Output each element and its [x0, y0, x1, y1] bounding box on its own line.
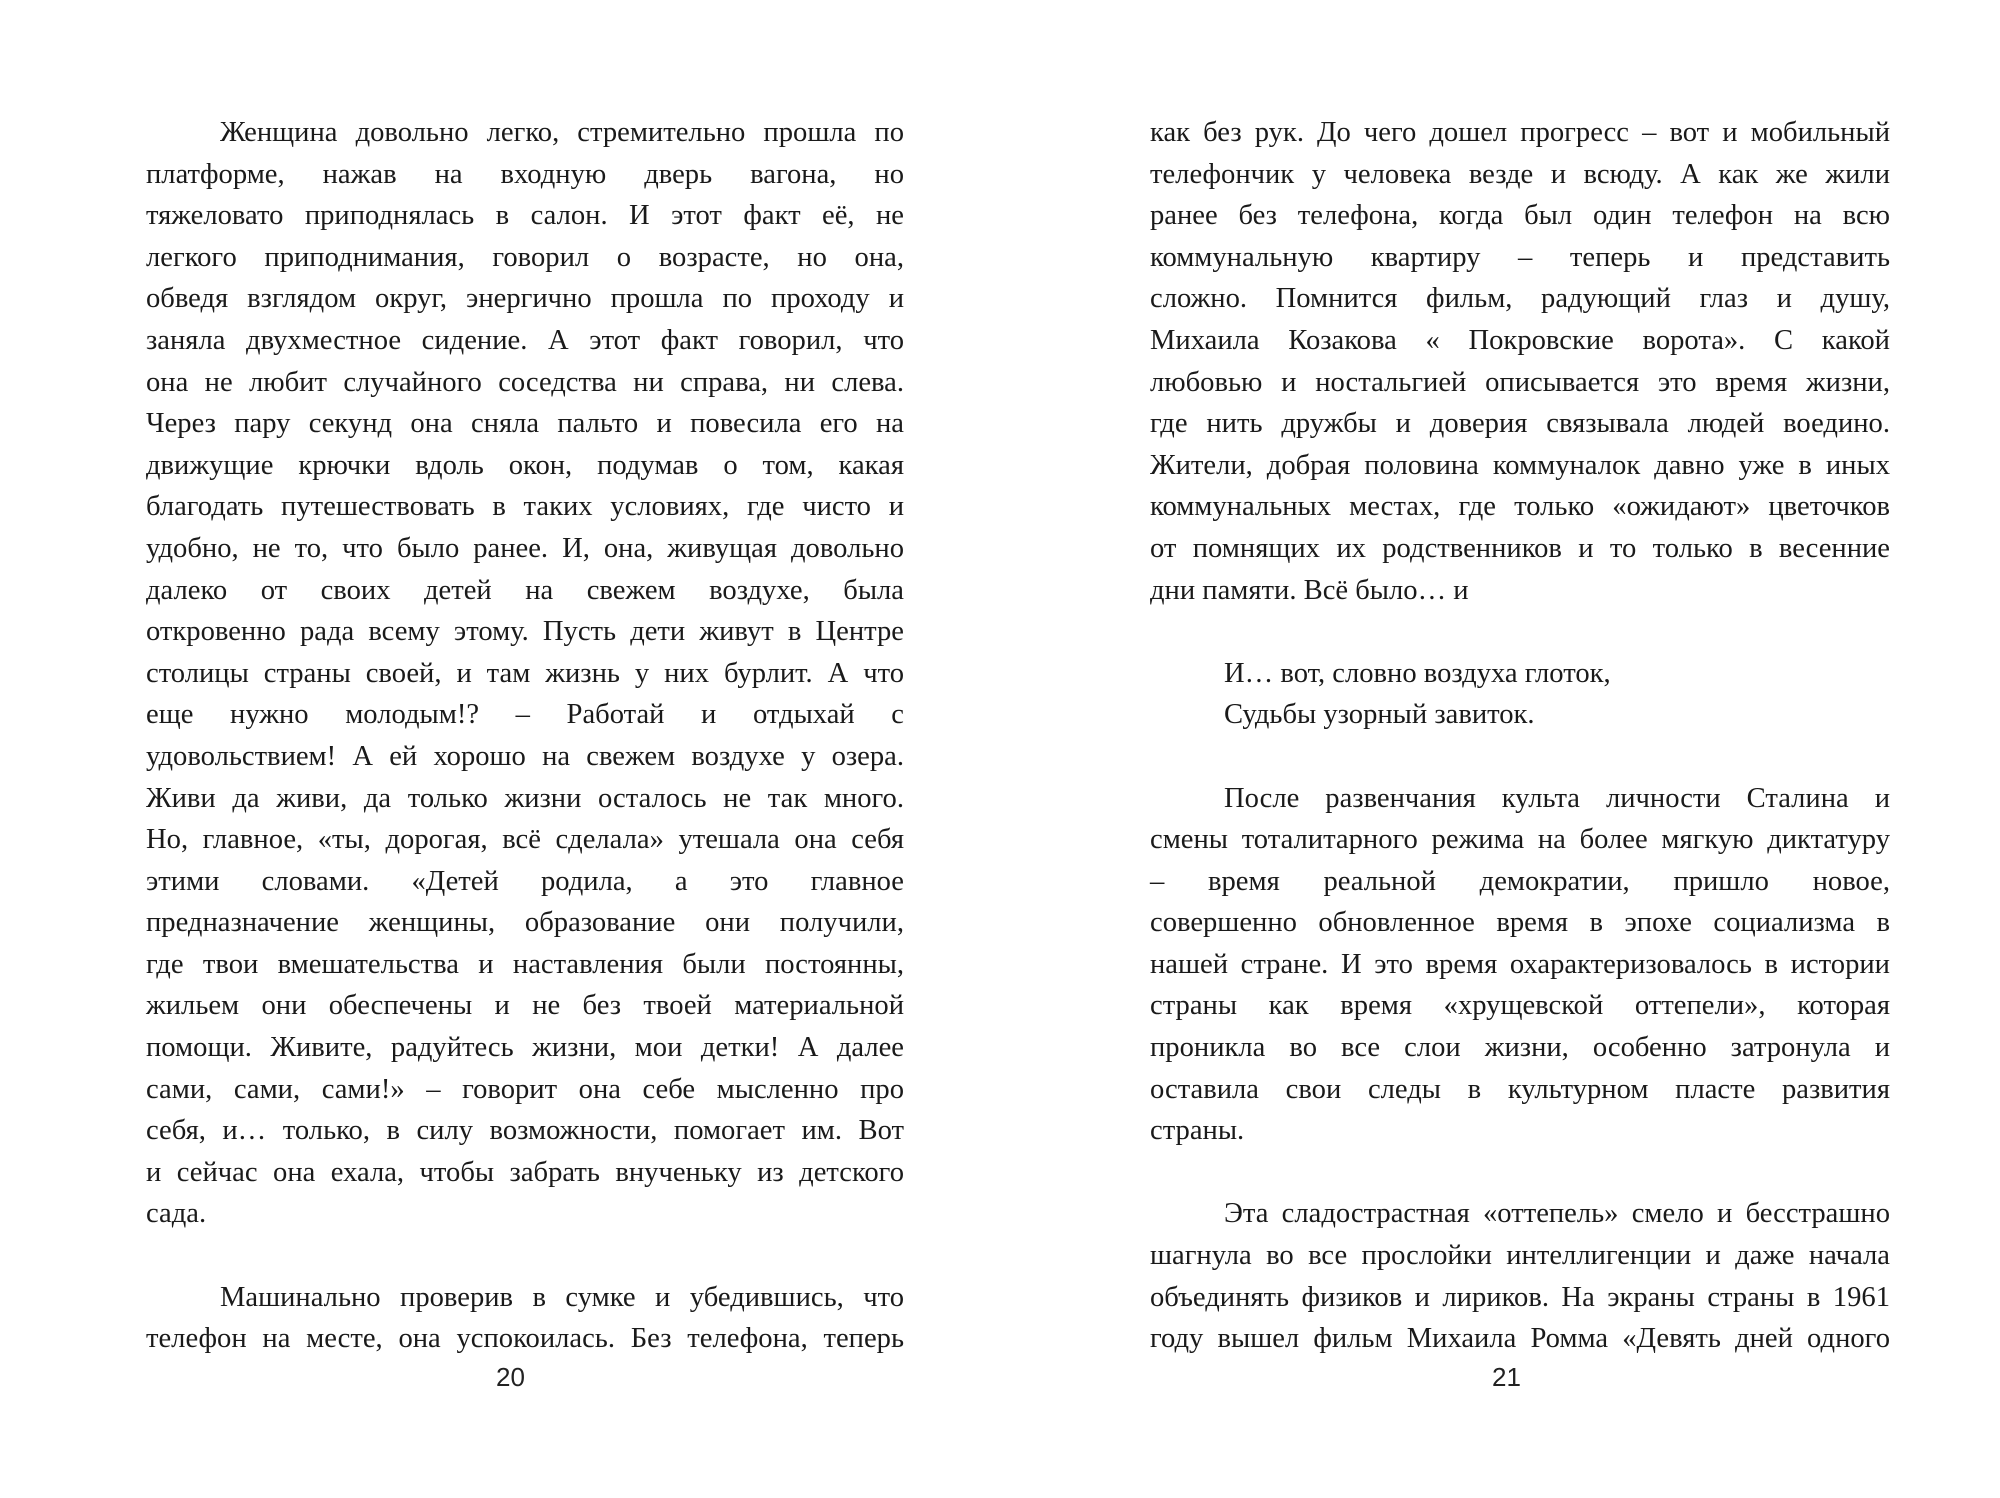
text-line: оставила свои следы в культурном пласте развития: [1150, 1073, 1890, 1105]
text-line: Живи да живи, да только жизни осталось не так много.: [146, 782, 904, 814]
text-line: году вышел фильм Михаила Ромма «Девять дней одного: [1150, 1323, 1890, 1355]
text-line: дни памяти. Всё было… и: [1150, 574, 1469, 606]
text-line: она не любит случайного соседства ни справа, ни слева.: [146, 366, 904, 398]
text-line: – время реальной демократии, пришло новое,: [1150, 865, 1890, 897]
text-line: еще нужно молодым!? – Работай и отдыхай с: [146, 699, 904, 731]
left-paragraph-1: [146, 112, 904, 1235]
text-line: шагнула во все прослойки интеллигенции и даже начала: [1150, 1240, 1890, 1272]
text-line: где твои вмешательства и наставления были постоянны,: [146, 948, 904, 980]
paragraph-gap: [1150, 611, 1890, 653]
text-line: движущие крючки вдоль окон, подумав о том, какая: [146, 449, 904, 481]
text-line: столицы страны своей, и там жизнь у них бурлит. А что: [146, 657, 904, 689]
paragraph-gap: [146, 1235, 904, 1277]
page-number-left: 20: [496, 1362, 525, 1392]
text-line: нашей стране. И это время охарактеризовалось в истории: [1150, 948, 1890, 980]
text-line: далеко от своих детей на свежем воздухе, была: [146, 574, 904, 606]
text-line: благодать путешествовать в таких условиях, где чисто и: [146, 491, 904, 523]
text-line: сада.: [146, 1198, 207, 1230]
text-line: проникла во все слои жизни, особенно затронула и: [1150, 1032, 1890, 1064]
text-line: сами, сами, сами!» – говорит она себе мысленно про: [146, 1073, 904, 1105]
paragraph-gap: [1150, 736, 1890, 778]
text-line: страны.: [1150, 1115, 1245, 1147]
text-line: ранее без телефона, когда был один телефон на всю: [1150, 200, 1890, 232]
text-line: платформе, нажав на входную дверь вагона, но: [146, 158, 904, 190]
paragraph-gap: [1150, 1152, 1890, 1194]
right-page: [1150, 112, 1890, 1360]
text-line: тяжеловато приподнялась в салон. И этот факт её, не: [146, 200, 904, 232]
text-line: от помнящих их родственников и то только в весенние: [1150, 532, 1890, 564]
text-line: жильем они обеспечены и не без твоей материальной: [146, 990, 904, 1022]
page-number-right: 21: [1492, 1362, 1521, 1392]
text-line: телефончик у человека везде и всюду. А как же жили: [1150, 158, 1890, 190]
text-line: удовольствием! А ей хорошо на свежем воздухе у озера.: [146, 740, 904, 772]
text-line: смены тоталитарного режима на более мягкую диктатуру: [1150, 824, 1890, 856]
right-paragraph-1: [1150, 112, 1890, 611]
text-line: как без рук. До чего дошел прогресс – вот и мобильный: [1150, 117, 1890, 148]
text-line: и сейчас она ехала, чтобы забрать внученьку из детского: [146, 1156, 904, 1188]
text-line: объединять физиков и лириков. На экраны страны в 1961: [1150, 1281, 1890, 1313]
right-paragraph-3: [1150, 1193, 1890, 1359]
verse: [1150, 653, 1890, 736]
text-line: откровенно рада всему этому. Пусть дети живут в Центре: [146, 616, 904, 648]
verse-line: Судьбы узорный завиток.: [1224, 699, 1535, 731]
text-line: этими словами. «Детей родила, а это главное: [146, 865, 904, 897]
text-line: коммунальную квартиру – теперь и представить: [1150, 241, 1890, 273]
text-line: Эта сладострастная «оттепель» смело и бесстрашно: [1224, 1198, 1890, 1230]
left-page: [146, 112, 904, 1360]
text-line: Машинально проверив в сумке и убедившись, что: [220, 1281, 904, 1313]
text-line: заняла двухместное сидение. А этот факт говорил, что: [146, 324, 904, 356]
text-line: Но, главное, «ты, дорогая, всё сделала» утешала она себя: [146, 824, 904, 856]
text-line: страны как время «хрущевской оттепели», которая: [1150, 990, 1890, 1022]
verse-line: И… вот, словно воздуха глоток,: [1224, 657, 1611, 689]
text-line: где нить дружбы и доверия связывала людей воедино.: [1150, 408, 1890, 440]
text-line: помощи. Живите, радуйтесь жизни, мои детки! А далее: [146, 1032, 904, 1064]
text-line: совершенно обновленное время в эпохе социализма в: [1150, 907, 1890, 939]
left-paragraph-2: [146, 1277, 904, 1360]
text-line: телефон на месте, она успокоилась. Без телефона, теперь: [146, 1323, 904, 1355]
text-line: сложно. Помнится фильм, радующий глаз и душу,: [1150, 283, 1890, 315]
text-line: любовью и ностальгией описывается это время жизни,: [1150, 366, 1890, 398]
text-line: коммунальных местах, где только «ожидают» цветочков: [1150, 491, 1890, 523]
text-line: легкого приподнимания, говорил о возрасте, но она,: [146, 241, 904, 273]
text-line: удобно, не то, что было ранее. И, она, живущая довольно: [146, 532, 904, 564]
text-line: Михаила Козакова « Покровские ворота». С какой: [1150, 324, 1890, 356]
text-line: Жители, добрая половина коммуналок давно уже в иных: [1150, 449, 1890, 481]
right-paragraph-2: [1150, 778, 1890, 1152]
text-line: предназначение женщины, образование они получили,: [146, 907, 904, 939]
text-line: После развенчания культа личности Сталина и: [1224, 782, 1890, 814]
text-line: Через пару секунд она сняла пальто и повесила его на: [146, 408, 904, 440]
text-line: Женщина довольно легко, стремительно прошла по: [220, 117, 904, 148]
text-line: себя, и… только, в силу возможности, помогает им. Вот: [146, 1115, 904, 1147]
text-line: обведя взглядом округ, энергично прошла по проходу и: [146, 283, 904, 315]
